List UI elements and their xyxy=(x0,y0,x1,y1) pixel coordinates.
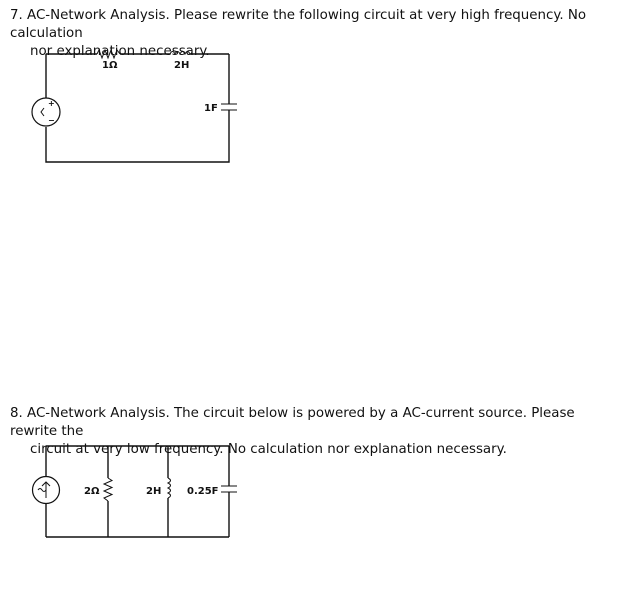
capacitor-label: 1F xyxy=(204,103,218,114)
problem-7-line-2: nor explanation necessary. xyxy=(30,44,210,59)
ac-current-source-icon xyxy=(33,477,60,504)
problem-8-line-1: 8. AC-Network Analysis. The circuit below is powered by a AC-current source. Please rewrite the xyxy=(10,406,575,439)
wire-left-lower xyxy=(46,54,229,162)
resistor-icon xyxy=(104,478,112,501)
inductor-icon xyxy=(168,478,171,498)
resistor-label: 1Ω xyxy=(102,60,118,71)
source-plus-sign: + xyxy=(48,99,55,108)
resistor-label: 2Ω xyxy=(84,486,100,497)
problem-7-circuit xyxy=(0,0,631,180)
inductor-icon xyxy=(170,52,190,55)
problem-8-circuit xyxy=(0,398,631,590)
ac-voltage-source-icon xyxy=(32,98,60,126)
inductor-label: 2H xyxy=(146,486,162,497)
problem-8-line-2: circuit at very low frequency. No calculation nor explanation necessary. xyxy=(30,442,507,457)
resistor-icon xyxy=(97,50,120,58)
source-minus-sign: − xyxy=(48,116,55,125)
capacitor-icon xyxy=(221,486,237,492)
inductor-label: 2H xyxy=(174,60,190,71)
capacitor-label: 0.25F xyxy=(187,486,219,497)
problem-7-line-1: 7. AC-Network Analysis. Please rewrite the following circuit at very high frequency. No calculation xyxy=(10,8,587,41)
